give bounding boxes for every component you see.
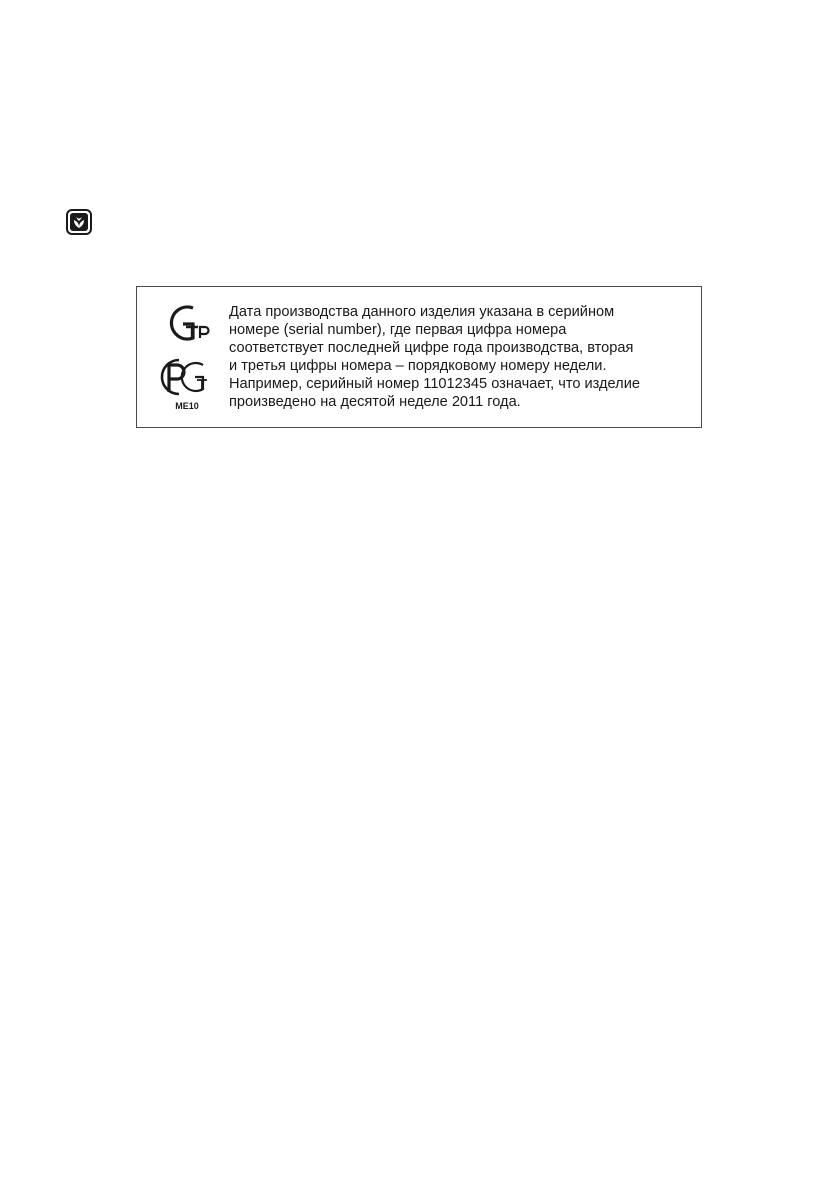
gost-tr-mark-icon — [159, 303, 213, 343]
certification-notice-box — [136, 286, 702, 428]
notice-line: и третья цифры номера – порядковому номеру недели. — [229, 358, 607, 374]
notice-line: произведено на десятой неделе 2011 года. — [229, 394, 521, 410]
notice-line: Дата производства данного изделия указана в серийном — [229, 304, 615, 320]
pct-mark-icon — [159, 357, 213, 397]
production-date-notice — [229, 303, 695, 411]
eco-leaf-icon — [66, 209, 92, 235]
notice-line: номере (serial number), где первая цифра номера — [229, 322, 567, 338]
notice-line: соответствует последней цифре года производства, вторая — [229, 340, 634, 356]
certification-code: ME10 — [175, 401, 199, 411]
notice-line: Например, серийный номер 11012345 означает, что изделие — [229, 376, 640, 392]
